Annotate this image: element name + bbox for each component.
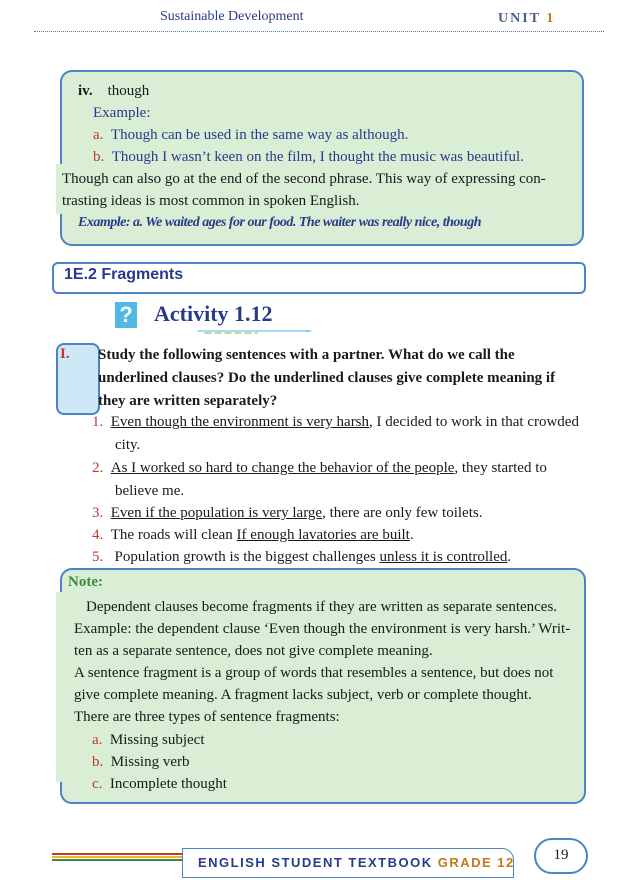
item-iv [78, 80, 149, 102]
item-continuation: city. [115, 437, 141, 453]
item-continuation: believe me. [115, 483, 185, 499]
note-label: Note: [68, 574, 103, 590]
list-item [92, 502, 482, 524]
activity-title: Activity 1.12 [154, 301, 273, 326]
underlined-clause: If enough lavatories are built [236, 527, 410, 543]
paragraph-line: Though can also go at the end of the second phrase. This way of expressing con- [62, 171, 546, 187]
item-pre: The roads will clean [110, 527, 237, 543]
list-item [92, 411, 579, 433]
header-subject: Sustainable Development [160, 9, 304, 24]
example-marker: a. [93, 127, 104, 143]
example-label: Example: [93, 105, 151, 121]
item-word: though [107, 83, 150, 99]
task-instruction: underlined clauses? Do the underlined clauses give complete meaning if [98, 370, 556, 386]
task-instruction: they are written separately? [98, 393, 278, 409]
list-item [92, 546, 511, 568]
note-line: give complete meaning. A fragment lacks subject, verb or complete thought. [74, 687, 532, 703]
footer-title [198, 855, 515, 870]
underlined-clause: As I worked so hard to change the behavior of the people [110, 460, 455, 476]
item-rest: , there are only few toilets. [322, 505, 483, 521]
example-text: Though can be used in the same way as although. [110, 127, 409, 143]
item-rest: . [507, 549, 512, 565]
underlined-clause: unless it is controlled [379, 549, 508, 565]
paragraph-line: trasting ideas is most common in spoken English. [62, 193, 360, 209]
note-line: Dependent clauses become fragments if they are written as separate sentences. [86, 599, 558, 615]
type-marker: c. [92, 776, 103, 792]
example-a [93, 124, 408, 146]
footer-color-stripes [52, 853, 182, 863]
note-line: There are three types of sentence fragments: [74, 709, 340, 725]
box-extension [56, 592, 64, 782]
footer-book: ENGLISH STUDENT TEXTBOOK [198, 855, 433, 870]
example-sentence: Example: a. We waited ages for our food. The waiter was really nice, though [78, 215, 481, 230]
note-line: Example: the dependent clause ‘Even though the environment is very harsh.’ Writ- [74, 621, 571, 637]
question-icon: ? [115, 302, 137, 328]
item-number: 5. [92, 549, 104, 565]
item-number: 3. [92, 505, 104, 521]
footer-grade: GRADE 12 [437, 855, 515, 870]
item-rest: , they started to [454, 460, 547, 476]
fragment-type [92, 751, 190, 773]
unit-label: UNIT [498, 11, 541, 26]
unit-number: 1 [546, 11, 556, 26]
example-marker: b. [93, 149, 105, 165]
list-item [92, 457, 547, 479]
example-text: Though I wasn’t keen on the film, I thought the music was beautiful. [111, 149, 524, 165]
type-marker: a. [92, 732, 103, 748]
note-line: ten as a separate sentence, does not give complete meaning. [74, 643, 433, 659]
item-number: 2. [92, 460, 104, 476]
type-marker: b. [92, 754, 104, 770]
item-pre: Population growth is the biggest challenges [110, 549, 380, 565]
section-title: 1E.2 Fragments [64, 266, 184, 283]
underlined-clause: Even though the environment is very harsh [110, 414, 370, 430]
list-item [92, 524, 414, 546]
type-text: Incomplete thought [109, 776, 227, 792]
task-label: I. [60, 346, 70, 362]
underlined-clause: Even if the population is very large [110, 505, 323, 521]
fragment-type [92, 773, 227, 795]
page-number: 19 [534, 838, 588, 874]
header-divider [34, 31, 604, 32]
note-line: A sentence fragment is a group of words that resembles a sentence, but does not [74, 665, 554, 681]
example-b [93, 146, 524, 168]
type-text: Missing subject [109, 732, 205, 748]
header-unit [498, 11, 555, 27]
item-rest: . [409, 527, 414, 543]
item-rest: , I decided to work in that crowded [369, 414, 579, 430]
activity-underline [140, 330, 370, 334]
type-text: Missing verb [110, 754, 190, 770]
item-label: iv. [78, 83, 93, 99]
item-number: 1. [92, 414, 104, 430]
item-number: 4. [92, 527, 104, 543]
task-instruction: Study the following sentences with a partner. What do we call the [98, 347, 515, 363]
fragment-type [92, 729, 205, 751]
